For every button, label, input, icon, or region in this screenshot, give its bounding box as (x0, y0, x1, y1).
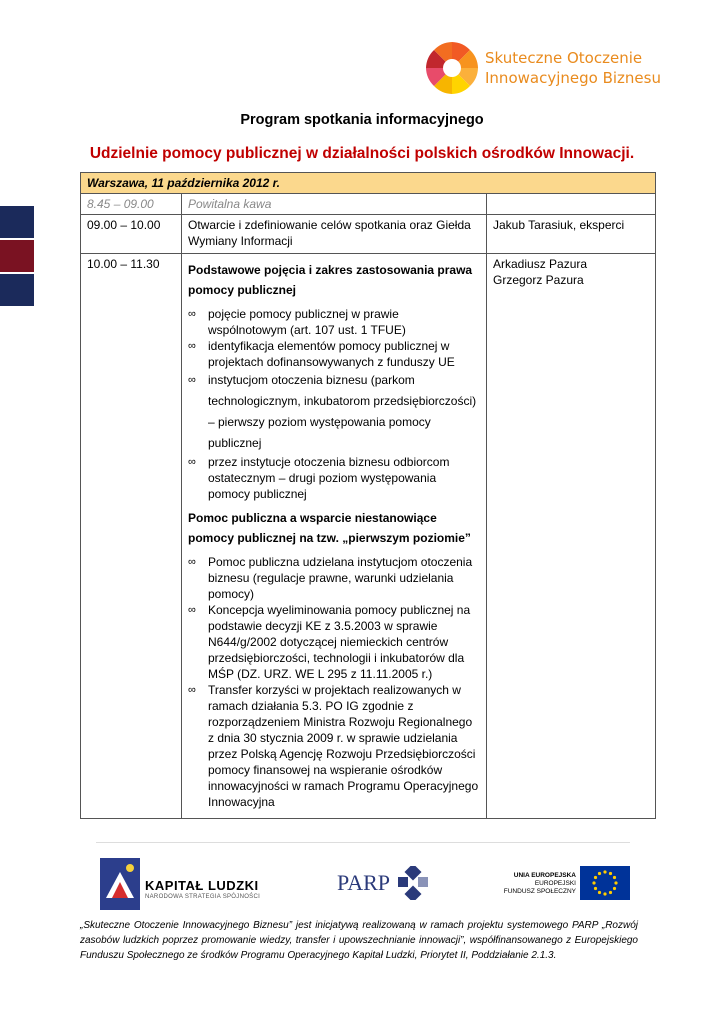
logo-line-2: Innowacyjnego Biznesu (485, 69, 661, 87)
row-topic-details (182, 254, 487, 819)
eu-label-line-1: UNIA EUROPEJSKA (513, 872, 576, 879)
logo-sunburst-icon (424, 40, 480, 96)
infinity-bullet-icon: ∞ (188, 308, 196, 320)
section-1-title: Podstawowe pojęcia i zakres zastosowania prawa pomocy publicznej (188, 263, 473, 297)
parp-logo-text: PARP (337, 870, 391, 895)
infinity-bullet-icon: ∞ (188, 340, 196, 352)
section-2-list (188, 554, 480, 810)
kapital-ludzki-subtitle: NARODOWA STRATEGIA SPÓJNOŚCI (145, 894, 261, 900)
table-header-date: Warszawa, 11 października 2012 r. (81, 173, 656, 194)
eu-label (500, 872, 576, 896)
infinity-bullet-icon: ∞ (188, 604, 196, 616)
list-item: ∞ Pomoc publiczna udzielana instytucjom otoczenia biznesu (regulacje prawne, warunki udzielania pomocy) (188, 555, 473, 601)
row-time: 8.45 – 09.00 (81, 194, 182, 215)
list-item: ∞ identyfikacja elementów pomocy publicznej w projektach dofinansowywanych z funduszy UE (188, 339, 455, 369)
list-item: ∞ pojęcie pomocy publicznej w prawie wspólnotowym (art. 107 ust. 1 TFUE) (188, 307, 406, 337)
logo-line-1: Skuteczne Otoczenie (485, 49, 643, 67)
infinity-bullet-icon: ∞ (188, 684, 196, 696)
parp-logo-icon (396, 866, 430, 900)
table-row (81, 254, 656, 819)
sidebar-bar-1 (0, 206, 34, 238)
row-speaker: Arkadiusz Pazura Grzegorz Pazura (487, 254, 656, 819)
section-1-list (188, 306, 480, 502)
sidebar-bar-3 (0, 274, 34, 306)
sidebar-bar-2 (0, 240, 34, 272)
logo-text (485, 48, 661, 88)
row-time: 09.00 – 10.00 (81, 215, 182, 254)
list-item: ∞ Transfer korzyści w projektach realizowanych w ramach działania 5.3. PO IG zgodnie z rozporządzeniem Ministra Rozwoju Regionalnego z dnia 30 stycznia 2009 r. w sprawie udzielania przez Polską Agencję Rozwoju Przedsiębiorczości pomocy finansowej na wspieranie ośrodków innowacyjności w ramach Programu Operacyjnego Innowacyjna (188, 683, 479, 809)
footer-text: „Skuteczne Otoczenie Innowacyjnego Biznesu” jest inicjatywą realizowaną w ramach projektu systemowego PARP „Rozwój zasobów ludzkich poprzez promowanie wiedzy, transfer i upowszechnianie innowacji”, współfinansowanego z Europejskiego Funduszu Społecznego ze środków Programu Operacyjnego Kapitał Ludzki, Priorytet II, Poddziałanie 2.1.3. (80, 920, 638, 961)
kapital-ludzki-title: KAPITAŁ LUDZKI (145, 878, 259, 893)
infinity-bullet-icon: ∞ (188, 456, 196, 468)
table-header-row (81, 173, 656, 194)
eu-label-line-3: FUNDUSZ SPOŁECZNY (503, 888, 576, 895)
row-topic: Powitalna kawa (182, 194, 487, 215)
infinity-bullet-icon: ∞ (188, 556, 196, 568)
row-time: 10.00 – 11.30 (81, 254, 182, 819)
row-speaker: Jakub Tarasiuk, eksperci (487, 215, 656, 254)
table-row (81, 194, 656, 215)
footer-divider (96, 842, 630, 843)
program-table (80, 172, 656, 819)
list-item: ∞ instytucjom otoczenia biznesu (parkom technologicznym, inkubatorom przedsiębiorczości) – pierwszy poziom występowania pomocy publicznej (188, 370, 480, 454)
list-item: ∞ Koncepcja wyeliminowania pomocy publicznej na podstawie decyzji KE z 3.5.2003 w sprawie N644/g/2002 dotyczącej niemieckich centrów przedsiębiorczości, technologii i inkubatorów dla MŚP (DZ. URZ. WE L 295 z 11.11.2005 r.) (188, 603, 471, 681)
section-2-title: Pomoc publiczna a wsparcie niestanowiące pomocy publicznej na tzw. „pierwszym poziomie” (188, 511, 471, 545)
kapital-ludzki-logo-icon (100, 858, 140, 910)
eu-flag-icon (580, 866, 630, 900)
eu-label-line-2: EUROPEJSKI (534, 880, 576, 887)
infinity-bullet-icon: ∞ (188, 374, 196, 386)
table-row (81, 215, 656, 254)
row-speaker (487, 194, 656, 215)
row-topic: Otwarcie i zdefiniowanie celów spotkania oraz Giełda Wymiany Informacji (182, 215, 487, 254)
list-item: ∞ przez instytucje otoczenia biznesu odbiorcom ostatecznym – drugi poziom występowania pomocy publicznej (188, 455, 450, 501)
page-subtitle: Udzielnie pomocy publicznej w działalności polskich ośrodków Innowacji. (89, 145, 635, 162)
page-title: Program spotkania informacyjnego (240, 112, 484, 128)
